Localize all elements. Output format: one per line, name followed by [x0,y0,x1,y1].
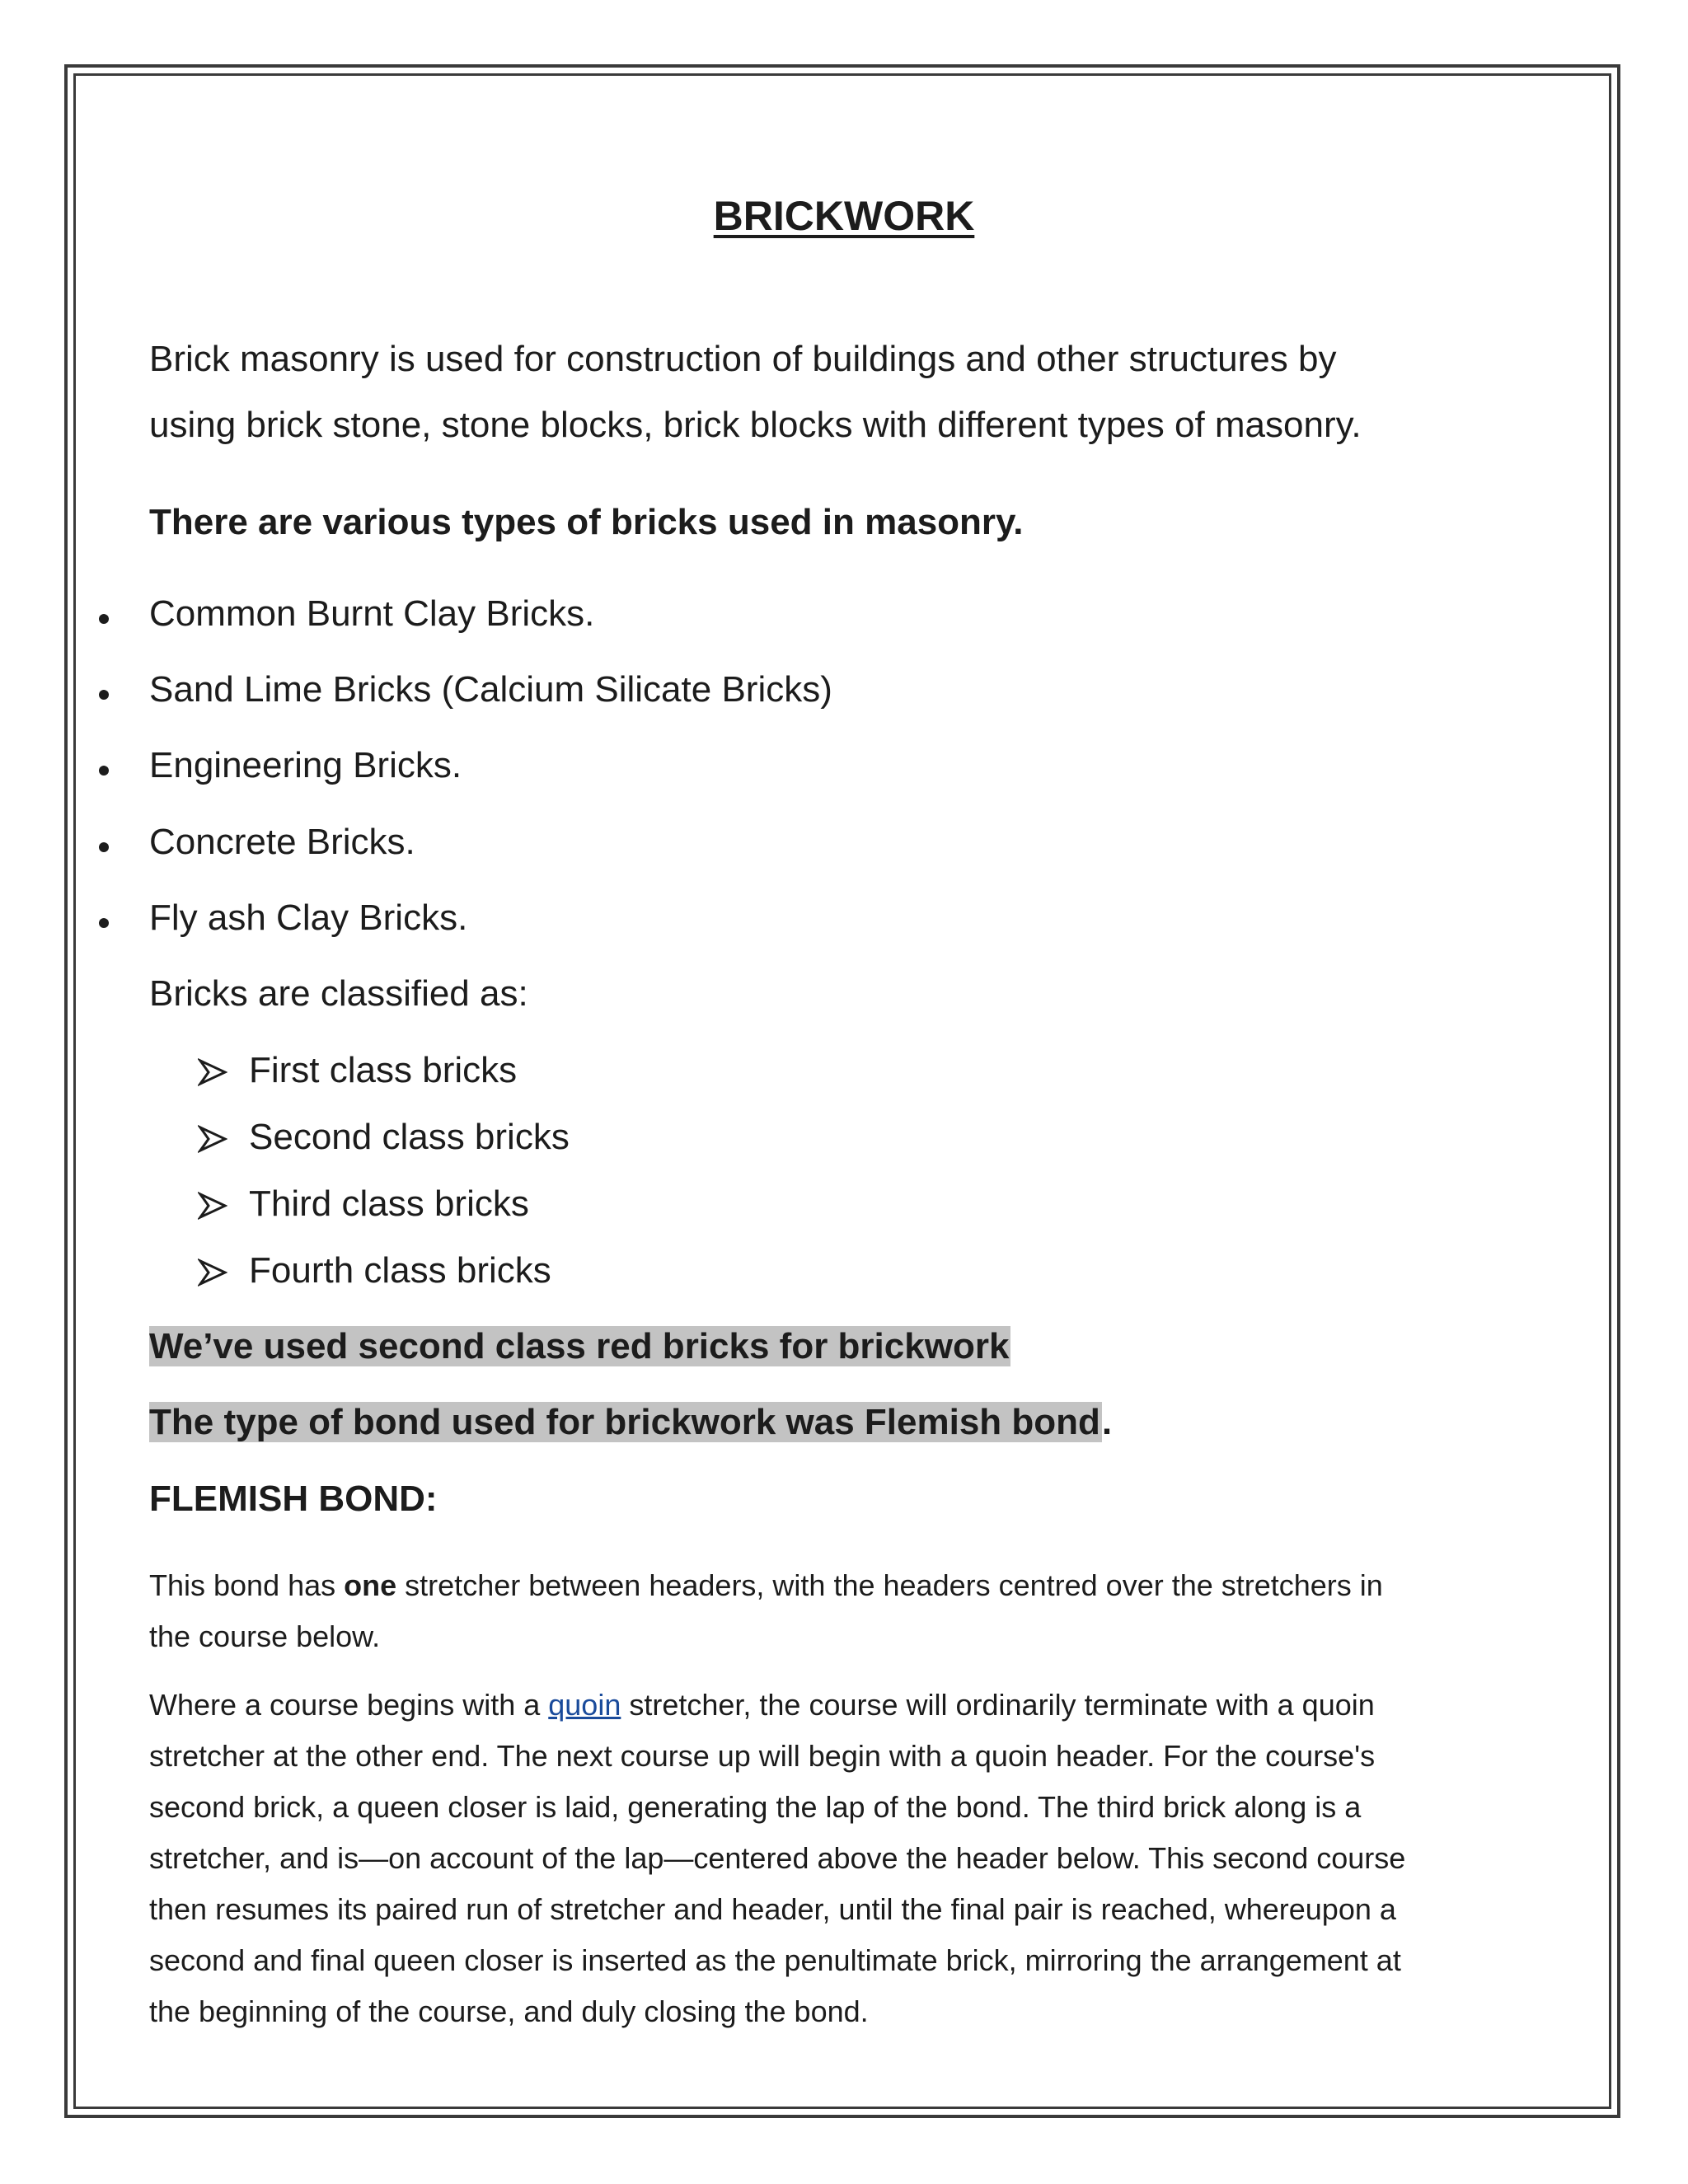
flemish-heading: FLEMISH BOND: [149,1479,438,1519]
types-heading: There are various types of bricks used in masonry. [149,502,1024,542]
highlight-statement-2 [149,1399,1112,1446]
text-run: stretcher between headers, with the headers centred over the stretchers in [396,1568,1383,1602]
paragraph-1-line-1 [149,1560,1383,1611]
paragraph-2-line: stretcher, and is—on account of the lap—centered above the header below. This second course [149,1841,1406,1875]
list-item: First class bricks [249,1050,518,1090]
list-item: Third class bricks [249,1183,529,1224]
highlight-text: We’ve used second class red bricks for brickwork [149,1326,1010,1366]
bullet-icon [99,766,109,776]
bullet-icon [99,614,109,624]
list-item: Second class bricks [249,1117,570,1157]
list-item: Sand Lime Bricks (Calcium Silicate Bricks) [149,669,832,710]
text-run: This bond has [149,1568,345,1602]
bullet-icon [99,918,109,928]
intro-line-2: using brick stone, stone blocks, brick blocks with different types of masonry. [149,405,1362,445]
bullet-icon [99,842,109,852]
highlight-text: The type of bond used for brickwork was Flemish bond [149,1402,1100,1442]
paragraph-2-line: then resumes its paired run of stretcher and header, until the final pair is reached, whereupon a [149,1892,1396,1926]
list-item: Concrete Bricks. [149,822,415,862]
classified-label: Bricks are classified as: [149,973,528,1014]
list-item: Fly ash Clay Bricks. [149,898,468,938]
list-item: Common Burnt Clay Bricks. [149,593,595,634]
paragraph-2-line-1 [149,1680,1375,1731]
arrow-bullet-icon [198,1057,227,1087]
list-item: Fourth class bricks [249,1250,551,1291]
text-run: stretcher, the course will ordinarily terminate with a quoin [621,1688,1375,1722]
highlight-statement-1 [149,1324,1010,1370]
arrow-bullet-icon [198,1191,227,1221]
paragraph-1-line-2: the course below. [149,1619,381,1653]
quoin-link[interactable]: quoin [548,1688,621,1722]
bullet-icon [99,690,109,700]
page-title: BRICKWORK [713,193,975,239]
arrow-bullet-icon [198,1258,227,1287]
paragraph-2-line: the beginning of the course, and duly closing the bond. [149,1994,869,2028]
text-run: Where a course begins with a [149,1688,549,1722]
highlight-period: . [1101,1402,1113,1442]
list-item: Engineering Bricks. [149,745,462,785]
intro-line-1: Brick masonry is used for construction of buildings and other structures by [149,339,1337,379]
paragraph-2-line: second and final queen closer is inserted as the penultimate brick, mirroring the arrangement at [149,1943,1401,1977]
paragraph-2-line: second brick, a queen closer is laid, generating the lap of the bond. The third brick along is a [149,1790,1362,1824]
paragraph-2-line: stretcher at the other end. The next course up will begin with a quoin header. For the course's [149,1739,1376,1773]
arrow-bullet-icon [198,1124,227,1154]
bold-text: one [344,1568,397,1602]
